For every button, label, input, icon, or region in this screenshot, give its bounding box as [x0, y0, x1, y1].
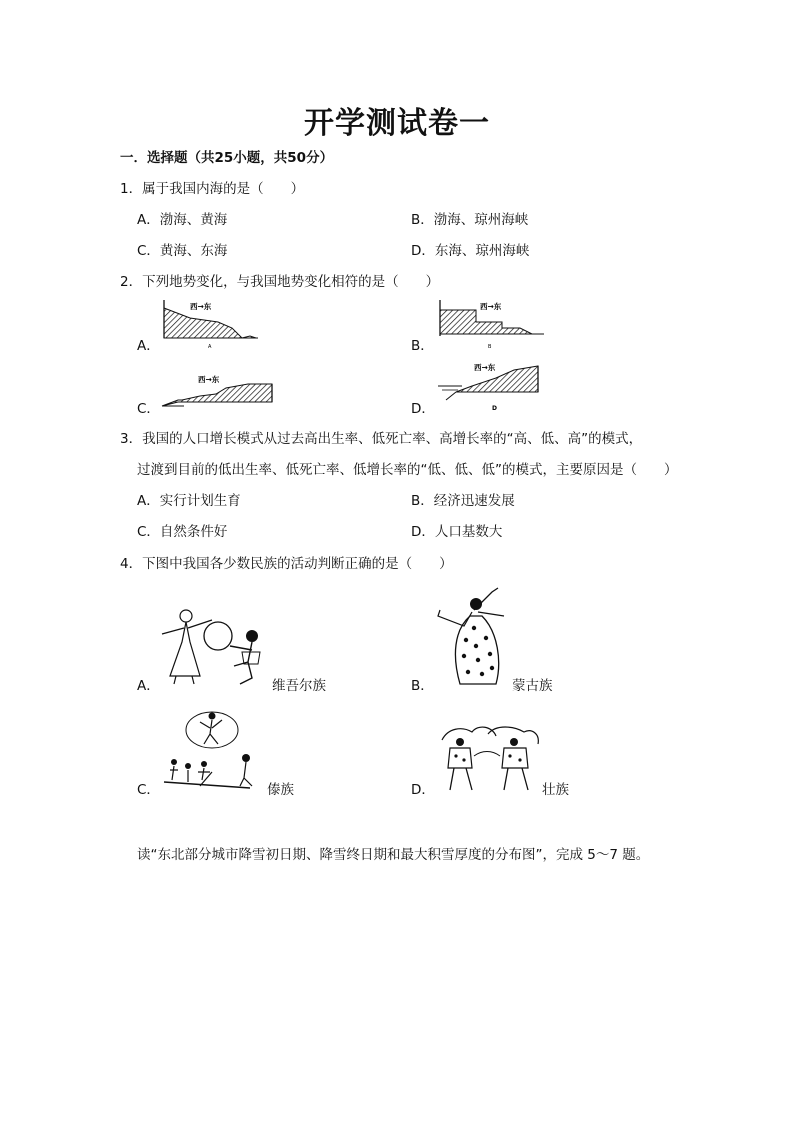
reading-instruction: 读“东北部分城市降雪初日期、降雪终日期和最大积雪厚度的分布图”，完成 5～7 题。	[137, 847, 650, 863]
question-3-option-a[interactable]: A．实行计划生育	[137, 493, 241, 509]
question-4-option-b[interactable]: B．	[411, 678, 434, 694]
question-1-stem: 1．属于我国内海的是（ ）	[120, 181, 305, 197]
ethnic-dance-illustration-d	[434, 720, 544, 798]
question-4-label-d: 壮族	[542, 782, 569, 798]
question-2-option-c[interactable]: C．	[137, 401, 160, 417]
terrain-profile-d	[436, 360, 546, 414]
question-3-stem-line2: 过渡到目前的低出生率、低死亡率、低增长率的“低、低、低”的模式，主要原因是（ ）	[137, 462, 678, 478]
question-3-stem-line1: 3．我国的人口增长模式从过去高出生率、低死亡率、高增长率的“高、低、高”的模式，	[120, 431, 643, 447]
question-2-option-d[interactable]: D．	[411, 401, 435, 417]
page-title: 开学测试卷一	[304, 106, 490, 141]
question-4-option-a[interactable]: A．	[137, 678, 160, 694]
terrain-profile-c	[160, 366, 276, 412]
question-2-option-b[interactable]: B．	[411, 338, 434, 354]
profile-d-direction-label: 西→东	[474, 363, 496, 372]
question-2-stem: 2．下列地势变化，与我国地势变化相符的是（ ）	[120, 274, 440, 290]
profile-d-letter: D	[492, 405, 497, 412]
terrain-profile-b	[436, 298, 546, 350]
question-1-option-c[interactable]: C．黄海、东海	[137, 243, 228, 259]
question-4-label-c: 傣族	[267, 782, 294, 798]
question-4-label-a: 维吾尔族	[272, 678, 326, 694]
section-heading: 一．选择题（共25小题，共50分）	[120, 150, 334, 166]
question-1-option-b[interactable]: B．渤海、琼州海峡	[411, 212, 529, 228]
question-3-option-d[interactable]: D．人口基数大	[411, 524, 503, 540]
question-3-option-c[interactable]: C．自然条件好	[137, 524, 228, 540]
ethnic-dance-illustration-a	[156, 606, 272, 688]
question-1-option-d[interactable]: D．东海、琼州海峡	[411, 243, 530, 259]
profile-c-direction-label: 西→东	[198, 375, 220, 384]
question-3-option-b[interactable]: B．经济迅速发展	[411, 493, 515, 509]
profile-b-direction-label: 西→东	[480, 302, 502, 311]
terrain-profile-a	[160, 298, 260, 350]
question-4-option-d[interactable]: D．	[411, 782, 435, 798]
question-1-option-a[interactable]: A．渤海、黄海	[137, 212, 228, 228]
profile-b-letter: B	[488, 344, 492, 350]
question-4-stem: 4．下图中我国各少数民族的活动判断正确的是（ ）	[120, 556, 453, 572]
question-4-label-b: 蒙古族	[512, 678, 553, 694]
question-2-option-a[interactable]: A．	[137, 338, 160, 354]
profile-a-letter: A	[208, 344, 212, 350]
profile-a-direction-label: 西→东	[190, 302, 212, 311]
ethnic-dance-illustration-c	[160, 706, 264, 796]
ethnic-dance-illustration-b	[434, 586, 512, 690]
question-4-option-c[interactable]: C．	[137, 782, 160, 798]
